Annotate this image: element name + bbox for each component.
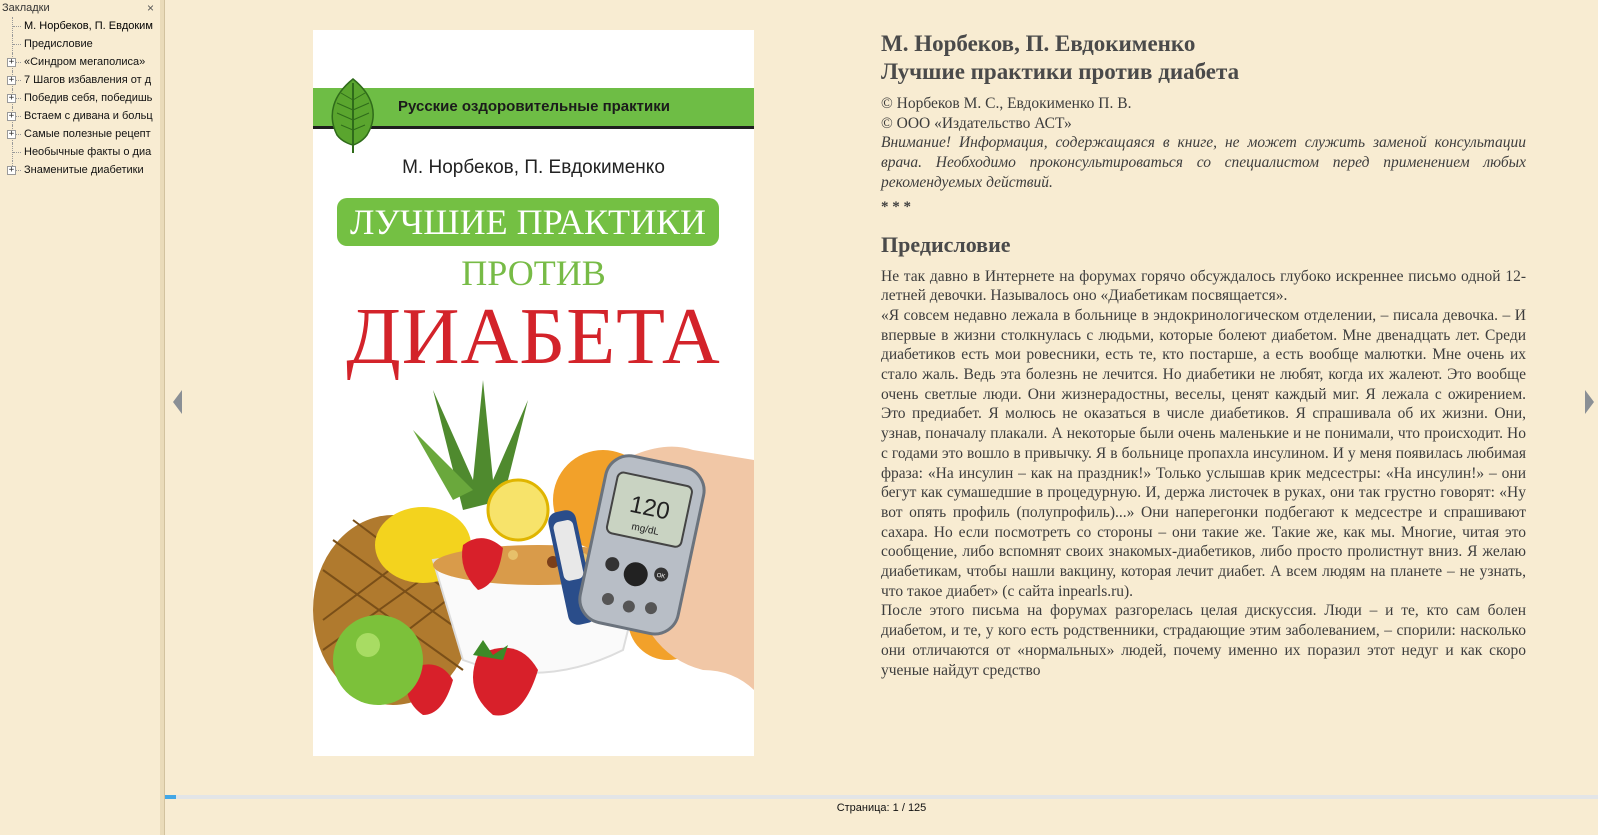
bookmark-label: Необычные факты о диа [24, 146, 152, 158]
bookmarks-title: Закладки [2, 2, 50, 14]
meter-unit: mg/dL [630, 521, 660, 538]
paragraph: После этого письма на форумах разгорелась целая дискуссия. Люди – и те, кто сам болен диабетом, и те, у кого есть родственники, страдающие этим заболеванием, – спорили: насколько они отличаются от «нормальных» людей, почему именно их поразил этот недуг и как скоро ученые найдут средство [881, 602, 1526, 679]
reading-progress-fill [165, 795, 176, 799]
meter-ok-label: OK [655, 572, 666, 581]
cover-title-line2: ПРОТИВ [461, 253, 606, 293]
reader-view [165, 0, 1598, 835]
bookmark-item[interactable] [0, 161, 160, 179]
expand-icon[interactable]: + [8, 75, 15, 85]
expand-icon[interactable]: + [8, 93, 15, 103]
cover-title-line3: ДИАБЕТА [346, 293, 721, 381]
next-page-arrow-icon[interactable] [1585, 390, 1594, 414]
bookmark-item[interactable] [0, 143, 160, 161]
bookmark-item[interactable] [0, 35, 160, 53]
page-text [881, 30, 1526, 737]
close-icon[interactable]: × [146, 1, 154, 15]
previous-page-arrow-icon[interactable] [173, 390, 182, 414]
bookmark-label: Самые полезные рецепт [24, 128, 151, 140]
section-title: Предисловие [881, 231, 1011, 257]
bookmarks-panel [0, 0, 161, 835]
bookmark-item[interactable] [0, 125, 160, 143]
copyright-line: © Норбеков М. С., Евдокименко П. В. [881, 95, 1132, 112]
leaf-icon [323, 75, 383, 155]
reading-progress-bar[interactable] [165, 795, 1598, 799]
bookmark-item[interactable] [0, 71, 160, 89]
bookmarks-header [0, 0, 160, 17]
paragraph: «Я совсем недавно лежала в больнице в эндокринологическом отделении, – писала девочка. – И впервые в жизни столкнулась с людьми, которые болеют диабетом. Мне двенадцать лет. Среди диабетиков есть мои ровесники, есть те, кто постарше, а есть вообще малютки. Мне очень их стало жаль. Ведь эта болезнь не лечится. Но диабетики не любят, когда их жалеют. Это вообще очень светлые люди. Они жизнерадостны, веселы, ценят каждый миг. Я лежала с ожирением. Это предиабет. Я молюсь не оказаться в числе диабетиков. Я спрашивала об их жизни. Они, узнав, поначалу плакали. А некоторые были очень маленькие и не понимали, что происходит. Но с годами это вошло в привычку. Я в больнице пропахла инсулином. И у меня появилась любимая фраза: «На инсулин – как на праздник!» Только услышав крик медсестры: «На инсулин!» – они бегут как сумашедшие в процедурную. И, держа листочек в руках, они так грустно говорят: «Ну вот опять профиль (полупрофиль)...» Они наперегонки подбегают к медсестре и спрашивают сахара. Но если посмотреть со стороны – они такие же. Такие же, как мы. Многие, читая это сообщение, либо вспомнят своих знакомых-диабетиков, либо просто пролистнут вниз. Я желаю диабетикам, чтобы нашли вакцину, которая лечит диабет. А всем людям на планете – не узнать, что такое диабет» (с сайта inpearls.ru). [881, 306, 1526, 600]
expand-icon[interactable]: + [8, 129, 15, 139]
cover-authors: М. Норбеков, П. Евдокименко [402, 157, 665, 178]
section-separator: * * * [881, 198, 911, 215]
cover-series: Русские оздоровительные практики [398, 98, 670, 115]
meter-value: 120 [627, 490, 673, 526]
bookmark-item[interactable] [0, 107, 160, 125]
bookmark-label: «Синдром мегаполиса» [24, 56, 146, 68]
bookmark-item[interactable] [0, 17, 160, 35]
bookmark-label: Знаменитые диабетики [24, 164, 144, 176]
bookmark-label: Предисловие [24, 38, 93, 50]
book-cover [313, 30, 754, 756]
bookmark-item[interactable] [0, 89, 160, 107]
apple-icon [333, 615, 423, 705]
expand-icon[interactable]: + [8, 111, 15, 121]
cover-title-line1: ЛУЧШИЕ ПРАКТИКИ [337, 198, 719, 246]
bookmark-label: 7 Шагов избавления от д [24, 74, 152, 86]
bookmark-item[interactable] [0, 53, 160, 71]
bookmark-label: Встаем с дивана и больц [24, 110, 153, 122]
paragraph: Не так давно в Интернете на форумах горячо обсуждалось глубоко искреннее письмо одной 12-летней девочки. Называлось оно «Диабетикам посвящается». [881, 267, 1526, 305]
expand-icon[interactable]: + [8, 165, 15, 175]
book-title: Лучшие практики против диабета [881, 59, 1240, 84]
book-author: М. Норбеков, П. Евдокименко [881, 31, 1196, 56]
page-status: Страница: 1 / 125 [836, 802, 927, 814]
bookmarks-tree [0, 17, 160, 179]
bookmark-label: М. Норбеков, П. Евдоким [24, 20, 153, 32]
copyright-line: © ООО «Издательство АСТ» [881, 114, 1072, 132]
bookmark-label: Победив себя, победишь [24, 92, 153, 104]
medical-warning: Внимание! Информация, содержащаяся в книге, не может служить заменой консультации врача. Необходимо проконсультироваться со специалистом перед применением любых рекомендуемых действий. [881, 134, 1526, 191]
body-text [881, 267, 1526, 737]
cover-illustration [313, 370, 754, 756]
expand-icon[interactable]: + [8, 57, 15, 67]
